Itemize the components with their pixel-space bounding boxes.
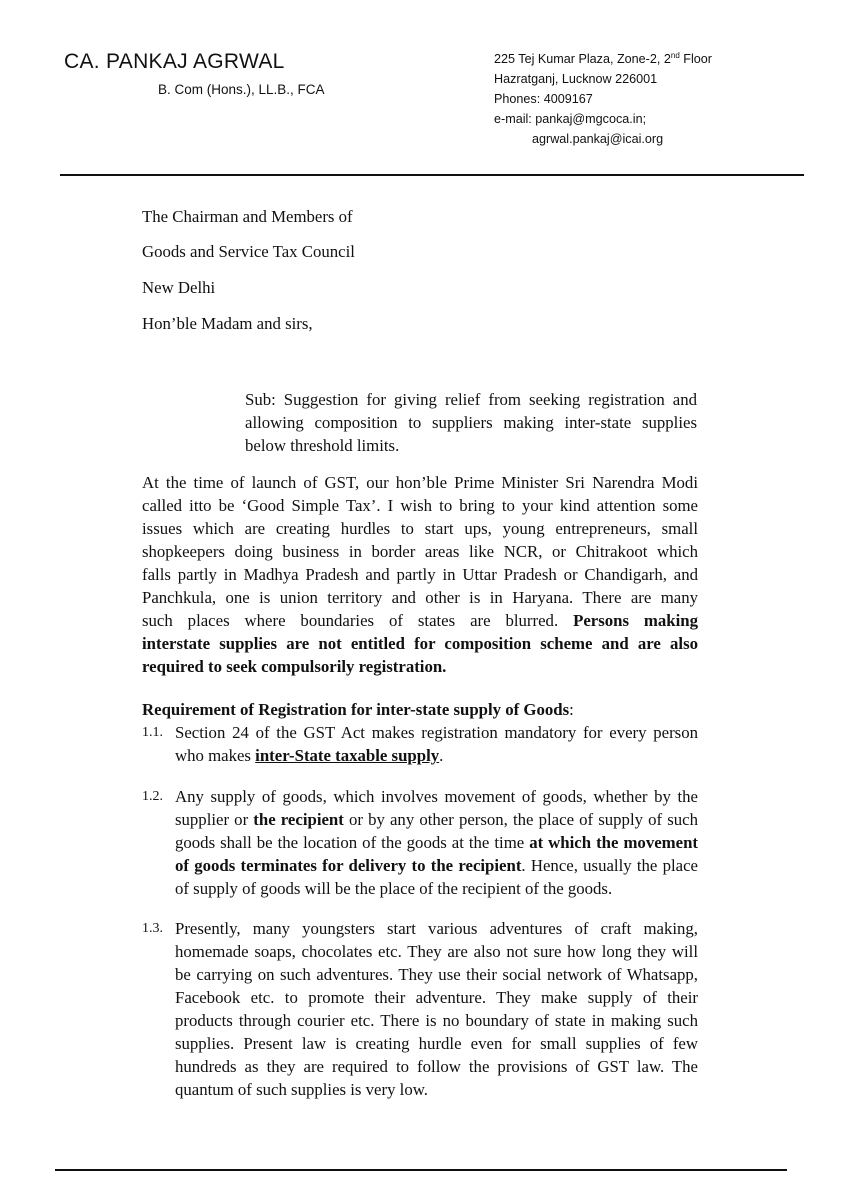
item-text: . Hence, usually the place bbox=[521, 856, 698, 875]
item-emphasis: at which the movement bbox=[529, 833, 699, 852]
intro-text: such places where boundaries of states are blurred. bbox=[142, 611, 574, 630]
address-line-1-text: 225 Tej Kumar Plaza, Zone-2, 2 bbox=[494, 52, 671, 67]
intro-line: At the time of launch of GST, our hon’ble Prime Minister Sri Narendra Modi bbox=[142, 473, 698, 492]
recipient-line-1: The Chairman and Members of bbox=[142, 207, 353, 226]
section-heading-text: Requirement of Registration for inter-state supply of Goods bbox=[142, 700, 570, 719]
subject-line-3: below threshold limits. bbox=[245, 436, 400, 455]
intro-line: called itto be ‘Good Simple Tax’. I wish to bring to your kind attention some bbox=[142, 496, 698, 515]
item-line: Presently, many youngsters start various adventures of craft making, bbox=[175, 919, 698, 938]
header-divider bbox=[60, 174, 804, 176]
item-line bbox=[175, 831, 698, 854]
item-1-2-text bbox=[175, 785, 698, 900]
intro-line: Panchkula, one is union territory and other is in Haryana. There are many bbox=[142, 588, 698, 607]
recipient-line-3: New Delhi bbox=[142, 278, 216, 297]
item-line: Facebook etc. to promote their adventure. They make supply of their bbox=[175, 988, 698, 1007]
salutation: Hon’ble Madam and sirs, bbox=[142, 314, 313, 333]
item-emphasis: of goods terminates for delivery to the recipient bbox=[175, 856, 522, 875]
letterhead-qualifications: B. Com (Hons.), LL.B., FCA bbox=[158, 82, 325, 97]
recipient-line-2: Goods and Service Tax Council bbox=[142, 242, 355, 261]
item-line bbox=[175, 744, 698, 767]
item-line: be carrying on such adventures. They use their social network of Whatsapp, bbox=[175, 965, 698, 984]
item-text: supplier or bbox=[175, 810, 254, 829]
address-line-2: Hazratganj, Lucknow 226001 bbox=[494, 72, 658, 87]
item-text: who makes bbox=[175, 746, 256, 765]
item-1-3-text bbox=[175, 917, 698, 1101]
item-line: hundreds as they are required to follow the provisions of GST law. The bbox=[175, 1057, 698, 1076]
item-text: or by any other person, the place of supply of such bbox=[343, 810, 698, 829]
item-number: 1.3. bbox=[142, 921, 163, 936]
footer-divider bbox=[55, 1169, 787, 1171]
address-line-1-superscript: nd bbox=[670, 51, 680, 60]
item-line: homemade soaps, chocolates etc. They are also not sure how long they will bbox=[175, 942, 698, 961]
item-text: goods shall be the location of the goods at the time bbox=[175, 833, 530, 852]
section-heading bbox=[142, 700, 574, 720]
item-text: . bbox=[439, 746, 444, 765]
intro-line: falls partly in Madhya Pradesh and partly in Uttar Pradesh or Chandigarh, and bbox=[142, 565, 698, 584]
item-line: quantum of such supplies is very low. bbox=[175, 1080, 428, 1099]
item-emphasis: inter-State taxable supply bbox=[255, 746, 440, 765]
intro-line bbox=[142, 632, 698, 655]
item-line: Any supply of goods, which involves movement of goods, whether by the bbox=[175, 787, 698, 806]
address-line-1 bbox=[494, 46, 712, 69]
item-number: 1.2. bbox=[142, 789, 163, 804]
item-emphasis: the recipient bbox=[253, 810, 344, 829]
item-line: products through courier etc. There is no boundary of state in making such bbox=[175, 1011, 698, 1030]
letterhead-name: CA. PANKAJ AGRWAL bbox=[64, 50, 285, 73]
section-heading-colon: : bbox=[569, 700, 574, 719]
item-line bbox=[175, 808, 698, 831]
phones: Phones: 4009167 bbox=[494, 92, 593, 107]
intro-line bbox=[142, 609, 698, 632]
intro-line: issues which are creating hurdles to start ups, young entrepreneurs, small bbox=[142, 519, 698, 538]
item-line bbox=[175, 854, 698, 877]
item-line: supplies. Present law is creating hurdle even for small supplies of few bbox=[175, 1034, 698, 1053]
letterhead-address-block bbox=[494, 46, 712, 149]
email-secondary[interactable]: agrwal.pankaj@icai.org bbox=[532, 132, 664, 147]
subject-line-1: Sub: Suggestion for giving relief from seeking registration and bbox=[245, 390, 697, 409]
intro-emphasis: Persons making bbox=[573, 611, 699, 630]
address-line-1-suffix: Floor bbox=[679, 52, 712, 67]
subject-block bbox=[245, 388, 697, 457]
intro-line bbox=[142, 655, 698, 678]
item-number: 1.1. bbox=[142, 725, 163, 740]
intro-paragraph bbox=[142, 471, 698, 678]
intro-line: shopkeepers doing business in border areas like NCR, or Chitrakoot which bbox=[142, 542, 698, 561]
intro-emphasis: interstate supplies are not entitled for composition scheme and are also bbox=[142, 634, 698, 653]
item-line: Section 24 of the GST Act makes registration mandatory for every person bbox=[175, 723, 698, 742]
item-1-1-text bbox=[175, 721, 698, 767]
intro-emphasis: required to seek compulsorily registration. bbox=[142, 657, 447, 676]
item-line: of supply of goods will be the place of the recipient of the goods. bbox=[175, 879, 613, 898]
email-primary[interactable]: e-mail: pankaj@mgcoca.in; bbox=[494, 112, 647, 127]
subject-line-2: allowing composition to suppliers making inter-state supplies bbox=[245, 413, 697, 432]
